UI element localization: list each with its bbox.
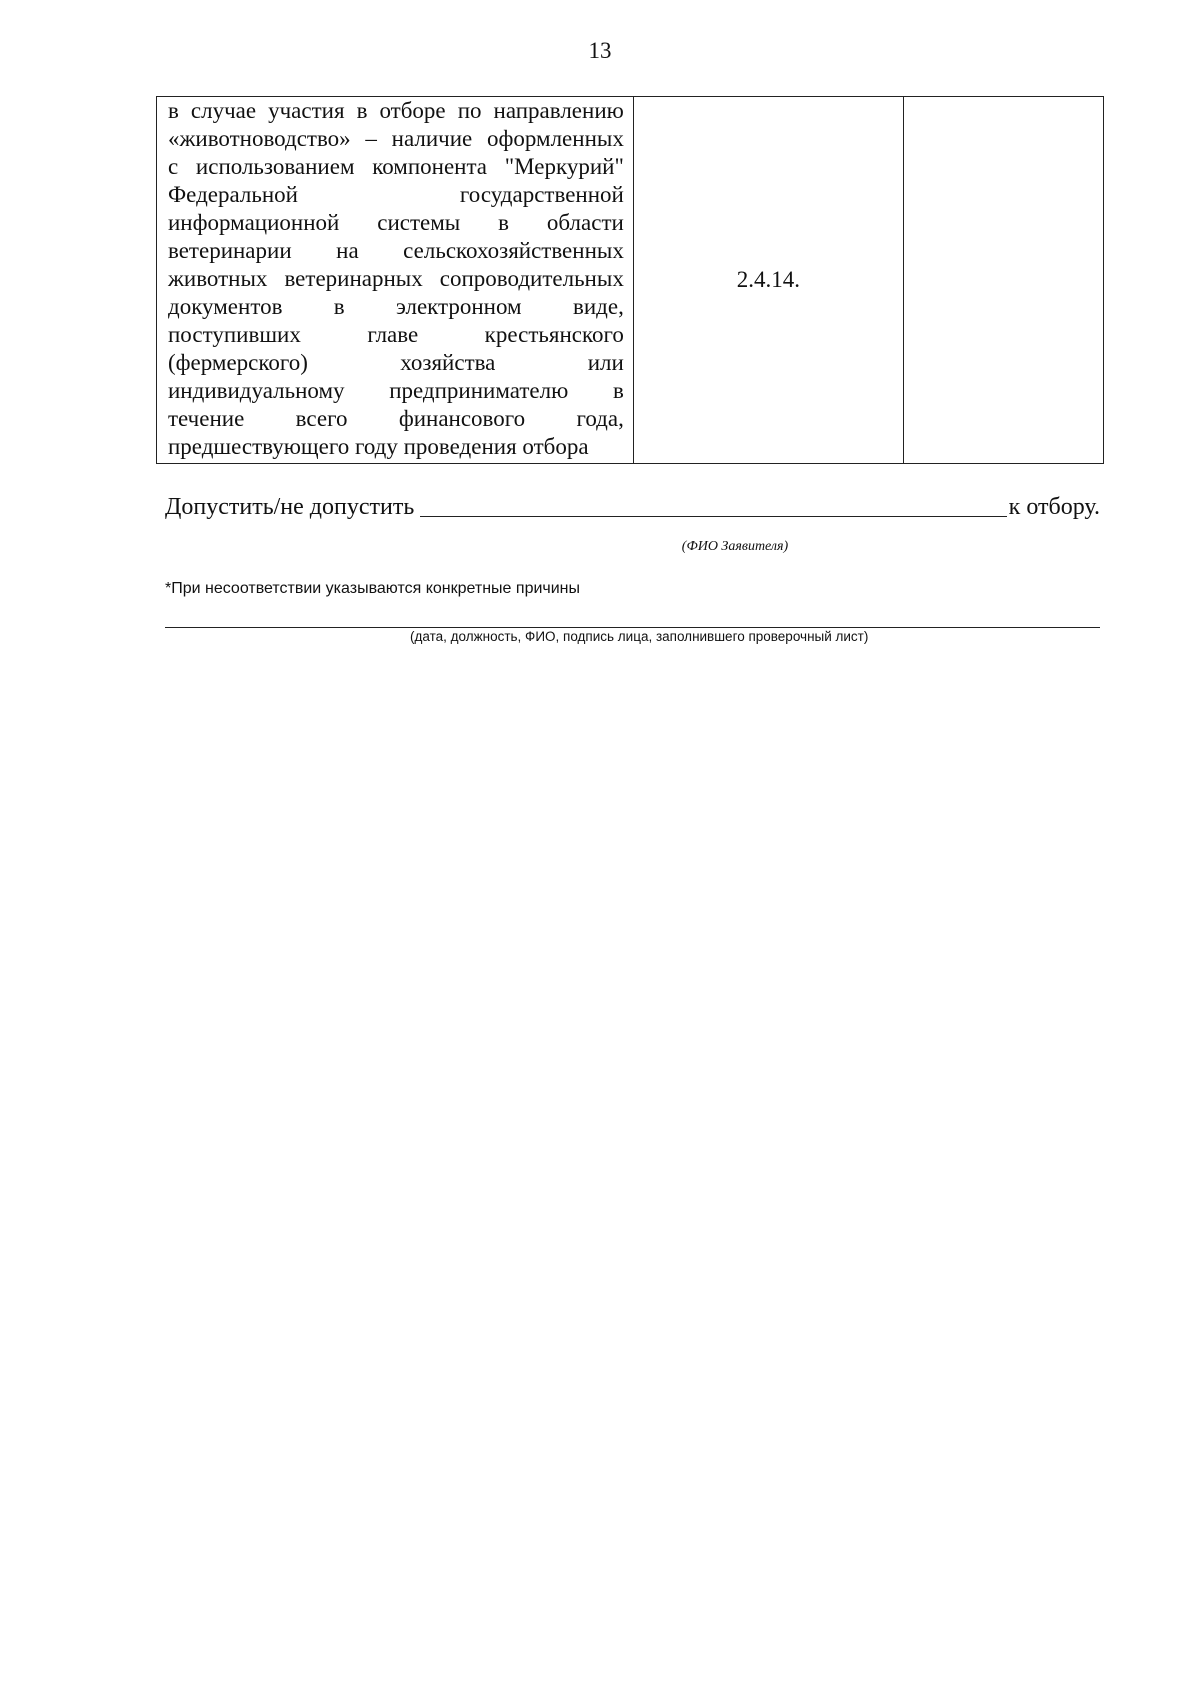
description-word: животных (168, 266, 268, 291)
description-line (157, 293, 633, 321)
description-word: финансового (398, 406, 526, 431)
criterion-description-cell (157, 97, 634, 464)
description-line (157, 433, 633, 461)
description-word: "Меркурий" (504, 154, 624, 179)
applicant-name-caption: (ФИО Заявителя) (681, 539, 789, 554)
page-number: 13 (588, 38, 612, 63)
description-line (157, 209, 633, 237)
decision-prefix: Допустить/не допустить (165, 494, 415, 520)
description-word: направлению (493, 98, 624, 123)
description-word: предшествующего году проведения отбора (168, 434, 589, 459)
description-word: наличие (391, 126, 473, 151)
signature-line (165, 627, 1100, 628)
description-word: течение (168, 406, 245, 431)
description-line (157, 377, 633, 405)
description-line (157, 349, 633, 377)
description-word: поступивших (168, 322, 301, 347)
description-word: сопроводительных (439, 266, 624, 291)
footnote: *При несоответствии указываются конкретные причины (165, 580, 581, 597)
description-word: – (365, 126, 377, 151)
description-word: ветеринарии (168, 238, 292, 263)
criterion-description (157, 97, 633, 461)
description-word: в (356, 98, 368, 123)
description-word: использованием (195, 154, 355, 179)
description-word: Федеральной (168, 182, 298, 207)
description-line (157, 181, 633, 209)
description-word: ветеринарных (284, 266, 423, 291)
description-word: в (168, 98, 179, 123)
signature-caption: (дата, должность, ФИО, подпись лица, заполнившего проверочный лист) (410, 629, 869, 644)
description-word: по (457, 98, 482, 123)
description-word: года, (576, 406, 624, 431)
description-word: в (333, 294, 345, 319)
paragraph-number-cell: 2.4.14. (633, 97, 903, 464)
description-word: в (498, 210, 510, 235)
description-word: хозяйства (400, 350, 496, 375)
description-word: на (336, 238, 359, 263)
description-line (157, 237, 633, 265)
result-cell (903, 97, 1103, 464)
description-word: «животноводство» (168, 126, 351, 151)
description-word: индивидуальному (168, 378, 345, 403)
description-word: крестьянского (484, 322, 624, 347)
description-word: или (587, 350, 624, 375)
description-word: случае (190, 98, 257, 123)
description-word: сельскохозяйственных (403, 238, 624, 263)
description-word: (фермерского) (168, 350, 308, 375)
applicant-name-blank (420, 494, 1006, 517)
description-word: государственной (459, 182, 624, 207)
description-word: документов (168, 294, 283, 319)
description-word: с (168, 154, 179, 179)
description-line (157, 321, 633, 349)
decision-row (165, 494, 1100, 521)
description-line (157, 405, 633, 433)
description-word: информационной (168, 210, 340, 235)
description-line (157, 153, 633, 181)
table-row (157, 97, 1104, 464)
description-word: участия (268, 98, 345, 123)
description-word: главе (367, 322, 419, 347)
description-word: компонента (372, 154, 488, 179)
criteria-table (156, 96, 1104, 464)
description-line (157, 265, 633, 293)
description-word: электронном (396, 294, 522, 319)
description-word: виде, (572, 294, 624, 319)
description-word: системы (377, 210, 461, 235)
description-word: в (612, 378, 624, 403)
description-word: отборе (379, 98, 446, 123)
description-line (157, 97, 633, 125)
description-word: предпринимателю (389, 378, 569, 403)
decision-suffix: к отбору. (1008, 494, 1100, 520)
description-line (157, 125, 633, 153)
description-word: области (546, 210, 624, 235)
description-word: всего (295, 406, 348, 431)
description-word: оформленных (486, 126, 624, 151)
